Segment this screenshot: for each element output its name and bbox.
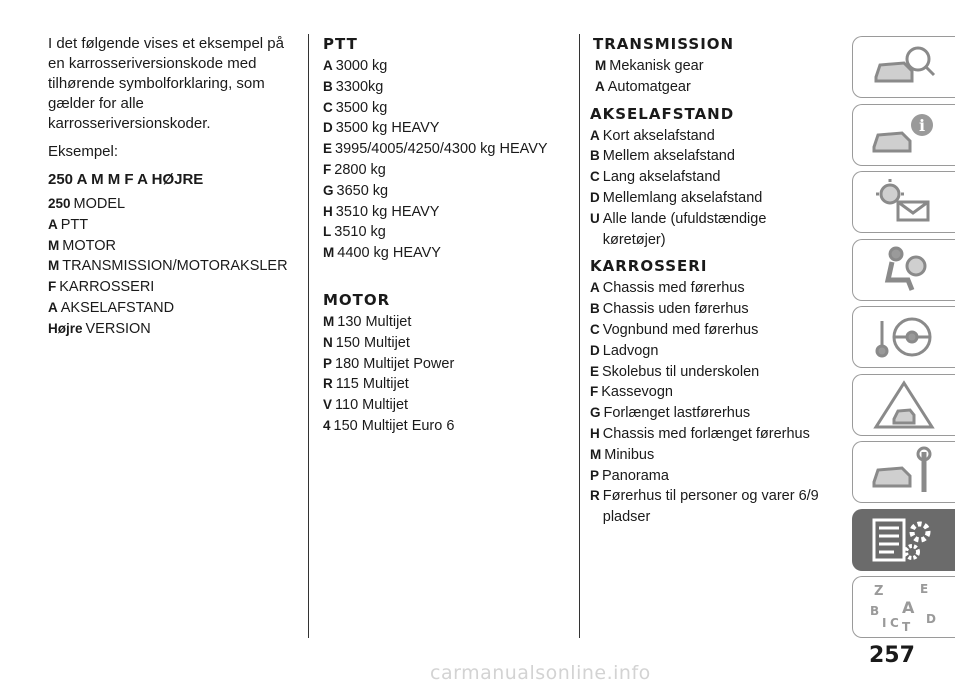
entry-code: G <box>323 182 334 198</box>
entry-text: Mellem akselafstand <box>602 148 735 165</box>
legend-entry <box>323 98 563 119</box>
tab-car-info[interactable] <box>852 104 955 166</box>
entry-text: KARROSSERI <box>59 279 155 296</box>
legend-entry <box>590 424 833 445</box>
legend-entry <box>590 445 833 466</box>
entry-text: Chassis uden førerhus <box>602 301 749 318</box>
entry-text: PTT <box>60 216 89 233</box>
legend-entry <box>48 215 296 236</box>
legend-entry <box>590 209 833 251</box>
entry-text: Kort akselafstand <box>602 127 715 144</box>
legend-entry <box>323 416 563 437</box>
entry-code: A <box>590 280 600 296</box>
entry-text: AKSELAFSTAND <box>60 299 175 316</box>
index-letter: E <box>920 582 929 596</box>
entry-text: 150 Multijet <box>335 334 410 351</box>
legend-entry <box>590 278 833 299</box>
legend-entry <box>323 395 563 416</box>
entry-code: U <box>590 210 600 226</box>
entry-text: 115 Multijet <box>335 376 409 393</box>
warning-lights-message-icon <box>868 176 940 228</box>
entry-code: A <box>48 299 58 315</box>
entry-text: VERSION <box>85 320 151 337</box>
entry-text: 3650 kg <box>336 182 389 199</box>
legend-entry <box>590 466 833 487</box>
entry-text: Kassevogn <box>601 384 673 401</box>
entry-code: C <box>590 321 600 337</box>
index-letter: I <box>882 616 887 630</box>
seat-airbag-icon <box>868 244 940 296</box>
entry-code: F <box>48 279 57 295</box>
legend-entry <box>590 299 833 320</box>
entry-code: P <box>323 355 333 371</box>
legend-entry <box>323 202 563 223</box>
legend-entry <box>590 486 833 528</box>
entry-text: Skolebus til underskolen <box>602 363 760 380</box>
entry-text: TRANSMISSION/MOTORAKSLER <box>62 258 288 275</box>
legend-entry <box>590 403 833 424</box>
entry-code: D <box>590 342 600 358</box>
alphabet-index-icon <box>868 581 940 633</box>
legend-entry <box>323 354 563 375</box>
tab-warning-lights[interactable] <box>852 171 955 233</box>
entry-code: M <box>48 237 60 253</box>
car-wrench-icon <box>868 446 940 498</box>
entry-code: A <box>48 216 58 232</box>
column-divider <box>579 34 580 638</box>
entry-text: 3995/4005/4250/4300 kg HEAVY <box>335 141 548 158</box>
akselafstand-list <box>590 126 833 251</box>
ptt-heading: PTT <box>323 35 358 53</box>
legend-entry <box>323 118 563 139</box>
tab-warning-triangle[interactable] <box>852 374 955 436</box>
intro-paragraph: I det følgende vises et eksempel på en karrosseriversionskode med tilhørende symbolforklaring, som gælder for alle karrosseriversionskoder. <box>48 35 284 132</box>
transmission-column <box>590 34 833 528</box>
entry-text: Automatgear <box>607 78 691 95</box>
legend-entry <box>48 319 296 340</box>
entry-code: R <box>590 488 600 504</box>
legend-entry <box>590 188 833 209</box>
ptt-motor-column <box>323 34 563 437</box>
entry-text: 180 Multijet Power <box>335 355 455 372</box>
entry-text: Lang akselafstand <box>602 169 721 186</box>
entry-text: Mellemlang akselafstand <box>602 189 763 206</box>
legend-entry <box>590 341 833 362</box>
page-number: 257 <box>869 643 915 668</box>
index-letter: C <box>890 616 899 630</box>
tab-technical-data[interactable] <box>852 509 955 571</box>
legend-entry <box>323 243 563 264</box>
entry-code: B <box>323 78 333 94</box>
karrosseri-heading: KARROSSERI <box>590 257 708 276</box>
entry-code: P <box>590 467 600 483</box>
legend-entry <box>590 146 833 167</box>
entry-code: D <box>323 120 333 136</box>
entry-code: A <box>323 58 333 73</box>
entry-code: N <box>323 334 333 350</box>
entry-text: Vognbund med førerhus <box>602 321 759 338</box>
legend-entry <box>323 312 563 333</box>
entry-text: 3510 kg HEAVY <box>335 203 440 220</box>
entry-code: 250 <box>48 196 71 211</box>
entry-text: Førerhus til personer og varer 6/9 pladser <box>602 488 819 526</box>
legend-entry <box>323 333 563 354</box>
entry-code: A <box>590 127 600 143</box>
legend-entry <box>48 256 296 277</box>
motor-heading: MOTOR <box>323 290 391 309</box>
index-letter: Z <box>874 584 884 599</box>
karrosseri-list <box>590 278 833 528</box>
legend-entry <box>590 167 833 188</box>
entry-text: MOTOR <box>62 237 116 254</box>
car-info-icon <box>868 109 940 161</box>
entry-code: M <box>323 313 335 329</box>
entry-code: D <box>590 189 600 205</box>
legend-entry <box>323 56 563 77</box>
legend-entry <box>595 56 833 77</box>
motor-list <box>323 312 563 437</box>
legend-entry <box>595 77 833 98</box>
entry-text: Forlænget lastførerhus <box>603 405 751 422</box>
chapter-tabs <box>852 36 960 644</box>
legend-entry <box>323 77 563 98</box>
entry-text: Alle lande (ufuldstændige køretøjer) <box>602 210 767 248</box>
entry-text: 4400 kg HEAVY <box>337 245 441 262</box>
entry-text: Mekanisk gear <box>609 58 704 74</box>
entry-code: B <box>590 301 600 317</box>
index-letter: A <box>902 598 915 617</box>
example-label: Eksempel: <box>48 143 119 160</box>
legend-entry <box>323 374 563 395</box>
legend-entry <box>323 160 563 181</box>
intro-column <box>48 34 296 340</box>
entry-code: Højre <box>48 320 83 336</box>
entry-code: M <box>595 58 607 73</box>
legend-entry <box>323 139 563 160</box>
car-search-icon <box>868 41 940 93</box>
watermark: carmanualsonline.info <box>430 662 651 684</box>
entry-code: R <box>323 376 333 392</box>
index-letter: T <box>902 620 911 633</box>
legend-entry <box>590 362 833 383</box>
entry-text: 150 Multijet Euro 6 <box>333 417 455 434</box>
warning-triangle-car-icon <box>868 379 940 431</box>
legend-entry <box>48 236 296 257</box>
ptt-list <box>323 56 563 264</box>
entry-code: L <box>323 224 332 240</box>
legend-entry <box>323 181 563 202</box>
entry-code: F <box>590 384 599 400</box>
legend-entry <box>48 298 296 319</box>
tab-steering-wheel[interactable] <box>852 306 955 368</box>
entry-code: H <box>590 425 600 441</box>
entry-code: B <box>590 148 600 164</box>
svg-text:i: i <box>919 115 926 135</box>
entry-code: H <box>323 203 333 219</box>
legend-entry <box>323 222 563 243</box>
entry-code: M <box>323 245 335 261</box>
entry-code: M <box>48 258 60 274</box>
index-letter: D <box>926 612 936 626</box>
entry-code: A <box>595 78 605 94</box>
entry-code: E <box>323 141 333 157</box>
entry-text: 3500 kg <box>335 99 388 116</box>
tab-car-wrench[interactable] <box>852 441 955 503</box>
entry-code: V <box>323 397 333 413</box>
entry-code: C <box>323 99 333 115</box>
entry-code: E <box>590 363 600 379</box>
entry-text: Minibus <box>604 446 655 463</box>
entry-text: 2800 kg <box>334 161 386 178</box>
entry-text: 130 Multijet <box>337 313 412 330</box>
legend-entry <box>48 194 296 215</box>
tab-seat-airbag[interactable] <box>852 239 955 301</box>
entry-text: Panorama <box>602 467 669 484</box>
transmission-list <box>593 56 833 98</box>
example-code: 250 A M M F A HØJRE <box>48 171 204 188</box>
index-letter: B <box>870 604 880 618</box>
tab-alphabetical-index[interactable] <box>852 576 955 638</box>
example-legend <box>48 194 296 340</box>
entry-code: M <box>590 446 602 462</box>
entry-text: 3000 kg <box>335 58 388 74</box>
entry-text: Chassis med førerhus <box>602 280 745 297</box>
entry-text: Chassis med forlænget førerhus <box>602 425 810 442</box>
entry-code: C <box>590 169 600 185</box>
entry-text: 3500 kg HEAVY <box>335 120 440 137</box>
legend-entry <box>590 320 833 341</box>
column-divider <box>308 34 309 638</box>
transmission-heading: TRANSMISSION <box>593 35 735 53</box>
akselafstand-heading: AKSELAFSTAND <box>590 104 735 123</box>
entry-code: 4 <box>323 417 331 433</box>
entry-text: 3510 kg <box>334 224 386 241</box>
entry-code: F <box>323 161 332 177</box>
entry-code: G <box>590 405 601 421</box>
legend-entry <box>590 382 833 403</box>
list-gear-icon <box>868 514 940 566</box>
entry-text: 3300kg <box>335 78 384 95</box>
entry-text: MODEL <box>73 196 126 212</box>
legend-entry <box>48 277 296 298</box>
steering-wheel-key-icon <box>868 311 940 363</box>
entry-text: 110 Multijet <box>335 397 409 414</box>
tab-car-search[interactable] <box>852 36 955 98</box>
entry-text: Ladvogn <box>602 342 659 359</box>
legend-entry <box>590 126 833 147</box>
